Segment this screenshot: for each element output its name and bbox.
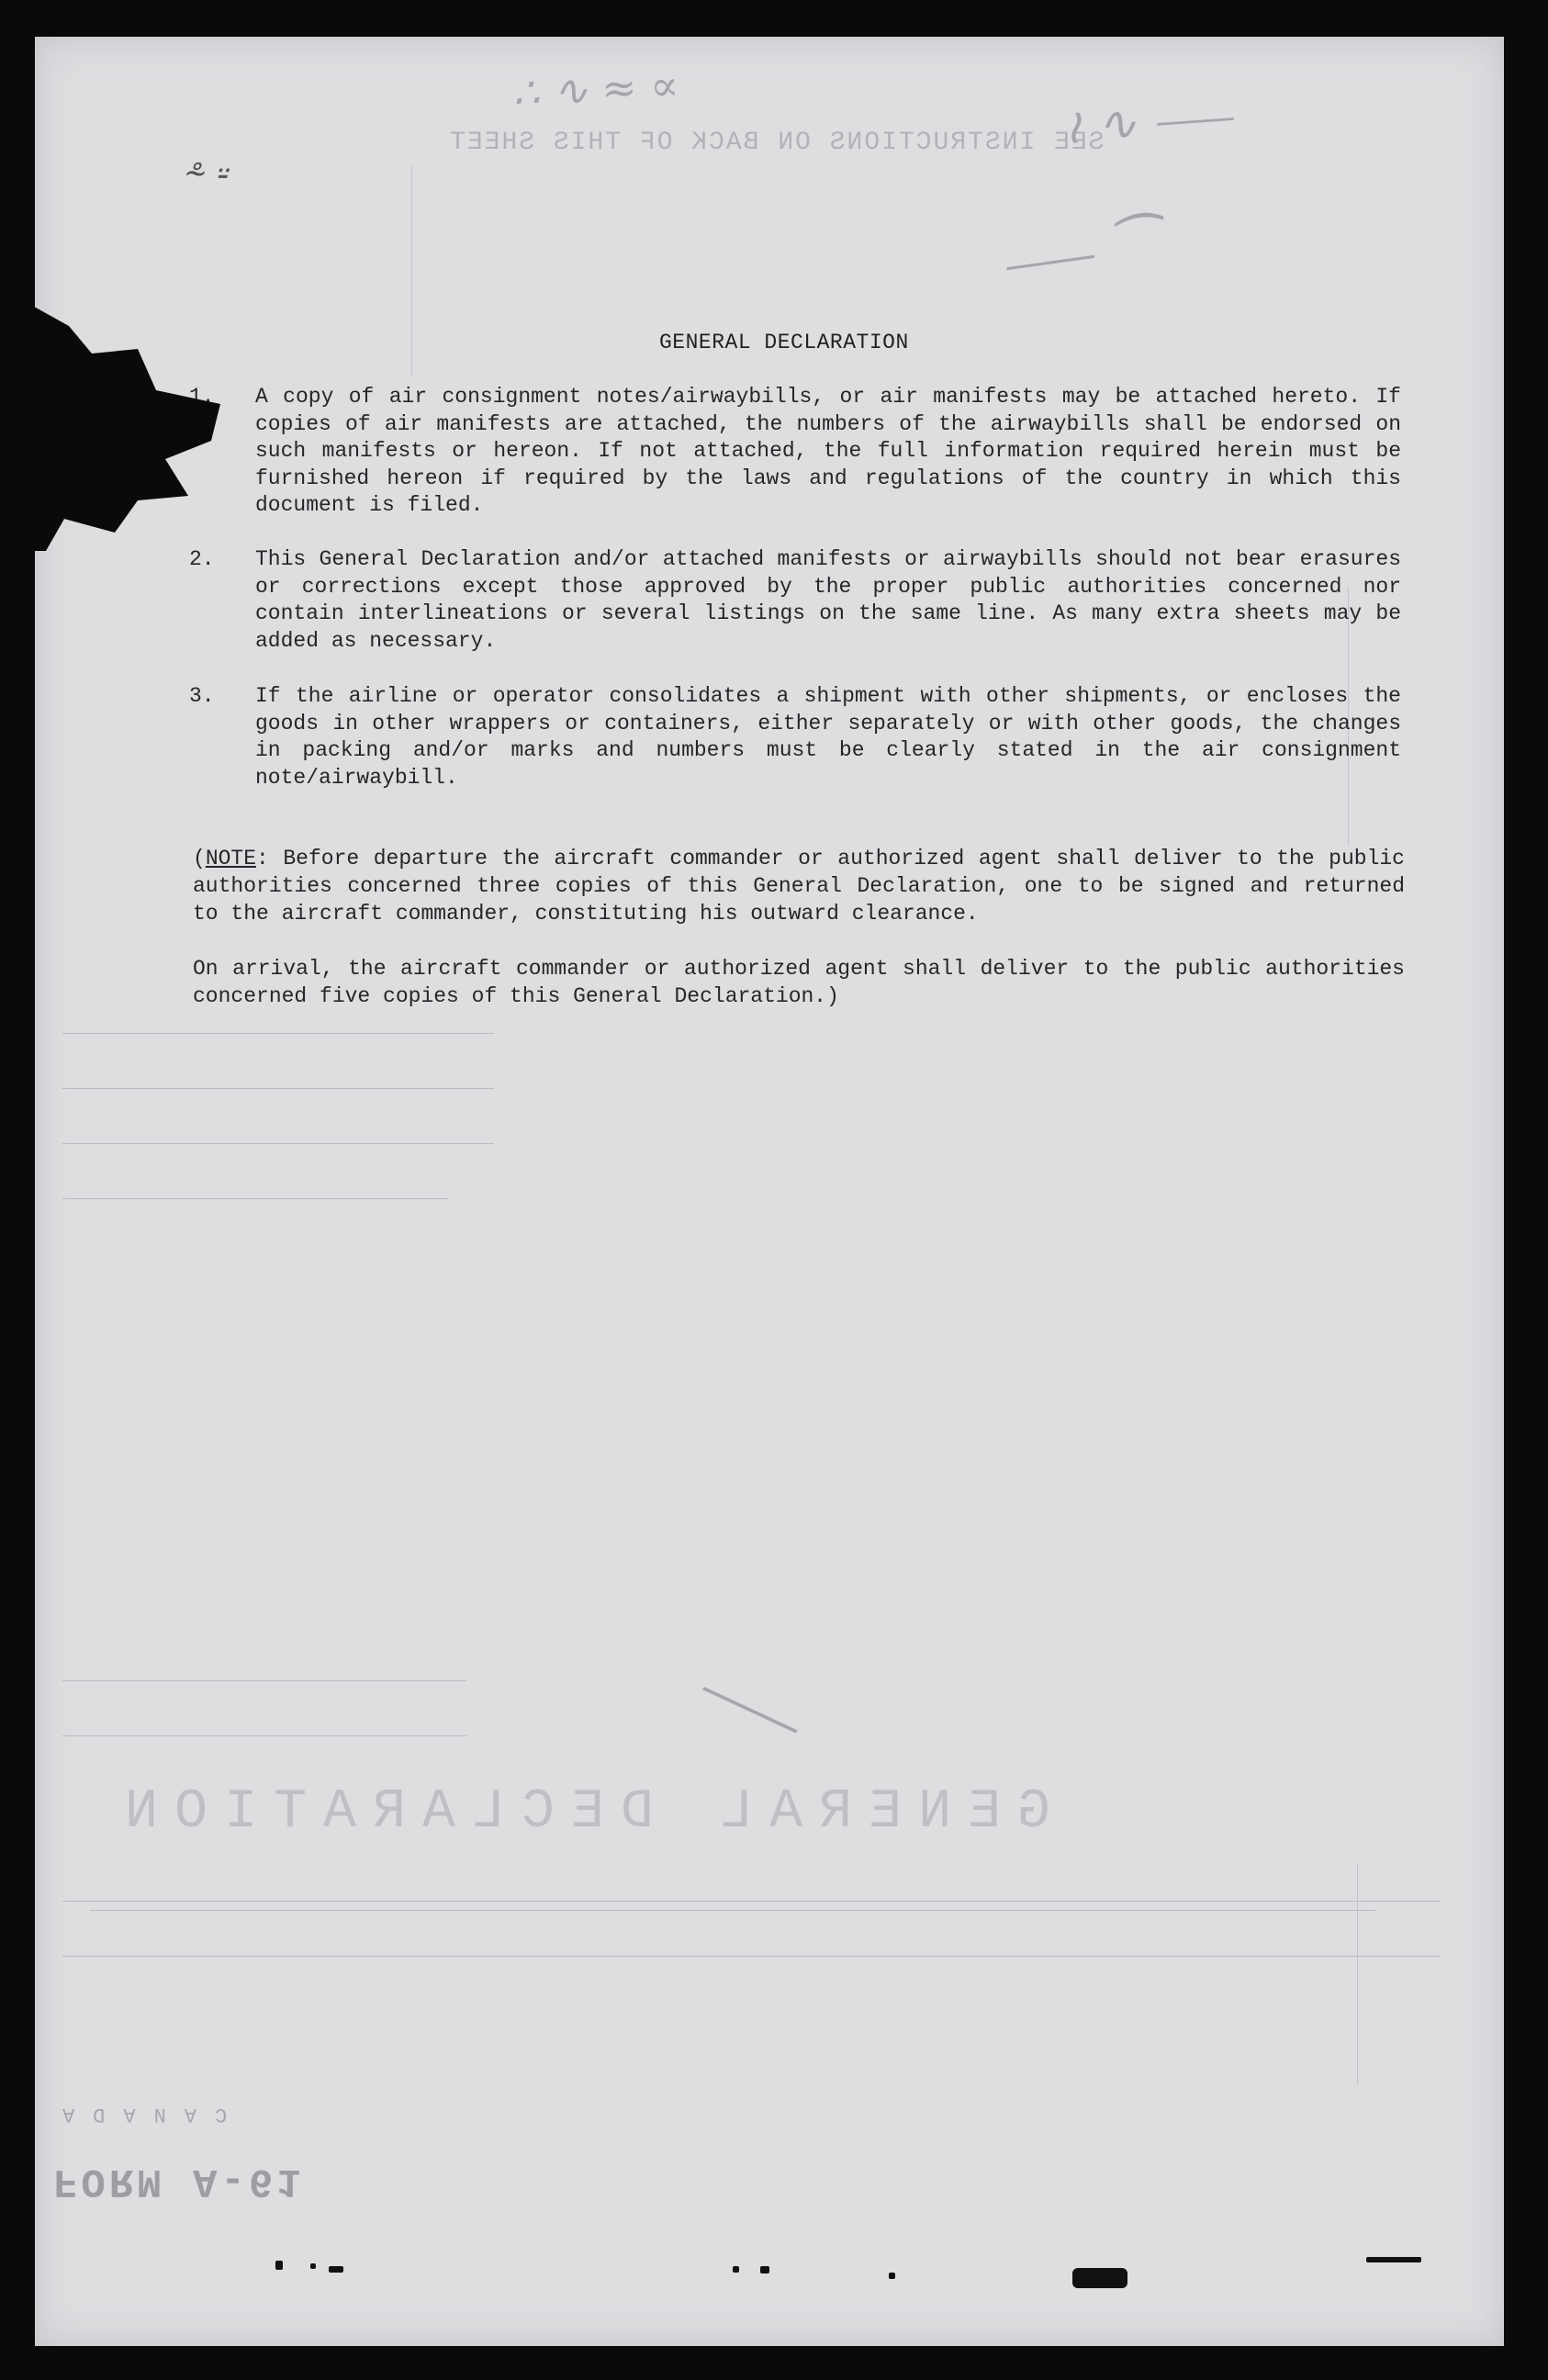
- declaration-item: [189, 384, 1401, 520]
- note-text: Before departure the aircraft commander or authorized agent shall deliver to the public authorities concerned three copies of this General Declaration, one to be signed and returned to the aircraft commander, constituting his outward clearance.: [193, 847, 1405, 926]
- arrival-note: On arrival, the aircraft commander or authorized agent shall deliver to the public authorities concerned five copies of this General Declaration.): [193, 957, 1405, 1008]
- bleed-rule: [62, 1143, 494, 1144]
- handwritten-mark: ⸺ ⁀: [995, 212, 1159, 298]
- bleed-rule: [90, 1910, 1375, 1911]
- bleed-rule: [62, 1956, 1440, 1957]
- document-title: GENERAL DECLARATION: [659, 331, 909, 354]
- item-number: 3.: [189, 684, 215, 708]
- bleed-rule: [1357, 1864, 1358, 2084]
- handwritten-mark: ⸺: [682, 1646, 813, 1761]
- bleed-rule: [62, 1901, 1440, 1902]
- note-label: NOTE: [205, 847, 257, 870]
- bleed-country: CANADA: [44, 2103, 228, 2126]
- bleed-big-title: GENERAL DECLARATION: [108, 1781, 1051, 1844]
- bleed-header: SEE INSTRUCTIONS ON BACK OF THIS SHEET: [448, 129, 1105, 157]
- note-colon: :: [256, 847, 269, 870]
- speck: [1072, 2268, 1127, 2288]
- bleed-rule: [62, 1198, 448, 1199]
- bleed-rule: [411, 165, 412, 376]
- speck: [760, 2266, 769, 2273]
- speck: [310, 2263, 316, 2269]
- handwritten-mark: ∴ ∿ ≈ ∝: [510, 60, 680, 118]
- bleed-rule: [62, 1680, 466, 1681]
- bleed-rule: [62, 1088, 494, 1089]
- handwritten-mark: ≀ ∿ ⸺: [1061, 88, 1235, 156]
- bleed-rule: [62, 1033, 494, 1034]
- declaration-item: [189, 683, 1401, 791]
- speck: [1366, 2257, 1421, 2262]
- torn-edge: [28, 303, 220, 551]
- item-text: A copy of air consignment notes/airwaybills, or air manifests may be attached hereto. If copies of air manifests are attached, the numbers of the airwaybills shall be endorsed on such manifests or hereon. If not attached, the full information required herein must be furnished hereon if required by the laws and regulations of the country in which this document is filed.: [255, 385, 1401, 517]
- speck: [275, 2261, 283, 2270]
- handwritten-mark: ⸛ ⸚: [182, 153, 227, 196]
- declaration-item: [189, 546, 1401, 655]
- speck: [889, 2273, 895, 2279]
- item-text: If the airline or operator consolidates a shipment with other shipments, or encloses the goods in other wrappers or containers, either separately or with other goods, the changes in packing and/or marks and numbers must be clearly stated in the air consignment note/airwaybill.: [255, 684, 1401, 790]
- note-open-paren: (: [193, 847, 206, 870]
- bleed-form: FORM A-61: [53, 2158, 305, 2204]
- document-page: [35, 37, 1504, 2346]
- bleed-rule: [62, 1735, 466, 1736]
- item-text: This General Declaration and/or attached manifests or airwaybills should not bear erasures or corrections except those approved by the proper public authorities concerned nor contain interlineations or several listings on the same line. As many extra sheets may be added as necessary.: [255, 547, 1401, 653]
- speck: [733, 2266, 739, 2273]
- item-number: 1.: [189, 385, 215, 409]
- speck: [329, 2266, 343, 2273]
- item-number: 2.: [189, 547, 215, 571]
- departure-note: [193, 845, 1405, 927]
